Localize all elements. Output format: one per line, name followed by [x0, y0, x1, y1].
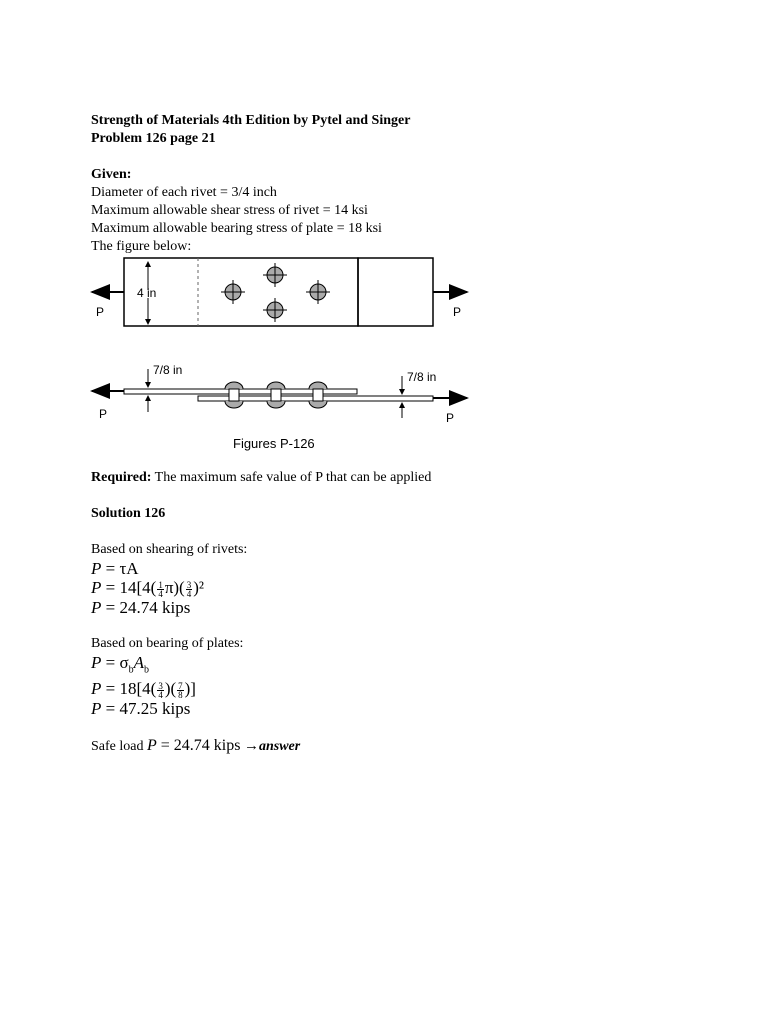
- shear-eq-2: P = 14[4( $\frac{1}{4}$ π)( $\frac{3}{4}$ )²: [91, 578, 204, 599]
- eq-result: = 47.25 kips: [105, 698, 191, 718]
- given-item: Maximum allowable shear stress of rivet = 14 ksi: [91, 203, 368, 218]
- rivet-side: [309, 382, 327, 408]
- thickness-label-right: 7/8 in: [407, 370, 437, 384]
- rivet-holes: [221, 263, 330, 322]
- rivet-hole: [221, 280, 245, 304]
- bearing-eq-3: P = 47.25 kips: [91, 698, 191, 718]
- shear-eq-1: [91, 559, 691, 578]
- rivet-hole: [263, 298, 287, 322]
- eq-result: = 24.74 kips: [105, 597, 191, 617]
- safe-load-value: = 24.74 kips: [160, 736, 241, 754]
- fraction: [157, 682, 164, 699]
- fraction: [186, 581, 193, 598]
- eq-part: )]: [184, 678, 196, 698]
- bearing-eq-2: P = 18[4( $\frac{3}{4}$ )( $\frac{7}{8}$ )]: [91, 678, 196, 700]
- bearing-intro: Based on bearing of plates:: [91, 635, 244, 651]
- var-a: A: [133, 652, 145, 672]
- arrow-right-icon: →: [243, 737, 259, 754]
- bearing-eq-1: $P = \sigma_bA_b$: [91, 652, 150, 675]
- frac-den: 4: [158, 689, 163, 700]
- answer-label: answer: [258, 738, 301, 754]
- load-label-side-left: P: [99, 407, 108, 421]
- eq-rhs: = τA: [105, 559, 139, 578]
- eq-part: = 18[4(: [105, 678, 157, 698]
- dim-width-label: 4 in: [137, 286, 157, 300]
- shear-intro: Based on shearing of rivets:: [91, 542, 248, 557]
- eq-part: )²: [193, 578, 204, 597]
- safe-load-label: Safe load: [91, 738, 144, 754]
- shear-eq-3: P = 24.74 kips: [91, 597, 191, 617]
- figure-p126: [91, 256, 481, 466]
- given-item: The figure below:: [91, 239, 192, 254]
- frac-num: 3: [158, 680, 163, 691]
- fraction: [177, 682, 184, 699]
- subscript: b: [144, 663, 150, 675]
- frac-den: 4: [158, 588, 163, 599]
- rivet-side: [267, 382, 285, 408]
- frac-den: 4: [186, 588, 192, 599]
- fraction: [157, 581, 164, 598]
- riveted-plate-diagram: [87, 256, 487, 466]
- safe-load-line: Safe load P = 24.74 kips →answer: [91, 736, 301, 754]
- solution-heading: Solution 126: [91, 506, 166, 521]
- given-heading: Given:: [91, 167, 132, 182]
- load-label-side-right: P: [446, 411, 455, 425]
- required-label: Required:: [91, 470, 152, 485]
- problem-line: Problem 126 page 21: [91, 131, 216, 146]
- rivet-side: [225, 382, 243, 408]
- rivet-hole: [306, 280, 330, 304]
- thickness-label-left: 7/8 in: [153, 363, 183, 377]
- eq-part: = σ: [105, 652, 129, 672]
- given-item: Maximum allowable bearing stress of plate = 18 ksi: [91, 221, 382, 236]
- eq-part: )(: [164, 678, 177, 698]
- eq-part: π)(: [164, 578, 185, 597]
- plate-right-section: [358, 258, 433, 326]
- figure-caption: Figures P-126: [233, 436, 315, 451]
- given-item: Diameter of each rivet = 3/4 inch: [91, 185, 277, 200]
- frac-num: 3: [186, 579, 192, 590]
- frac-num: 7: [178, 680, 183, 691]
- frac-den: 8: [178, 689, 183, 700]
- load-label-left: P: [96, 305, 105, 319]
- subscript: b: [128, 663, 134, 675]
- required-line: [91, 469, 691, 487]
- document-body: [91, 112, 691, 756]
- eq-part: = 14[4(: [105, 578, 157, 597]
- rivets-side: [225, 382, 327, 408]
- required-text: The maximum safe value of P that can be applied: [154, 470, 432, 485]
- var-p: P: [91, 559, 102, 578]
- load-label-right: P: [453, 305, 462, 319]
- frac-num: 1: [158, 579, 163, 590]
- title-line: Strength of Materials 4th Edition by Pytel and Singer: [91, 113, 411, 128]
- rivet-hole: [263, 263, 287, 287]
